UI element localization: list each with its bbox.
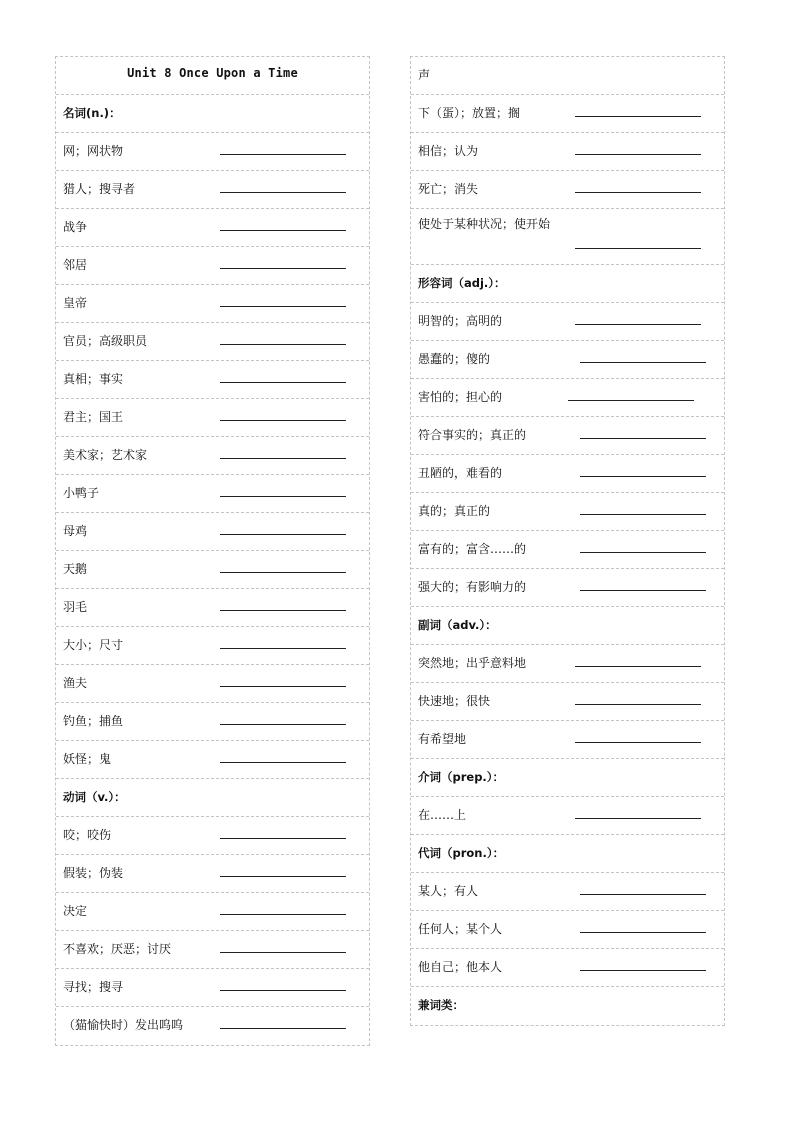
section-header: 兼词类： (418, 998, 464, 1012)
vocab-prompt: 邻居 (63, 258, 88, 272)
vocab-prompt: 真的；真正的 (418, 504, 491, 518)
vocab-row (411, 911, 724, 949)
vocab-row (411, 873, 724, 911)
answer-blank[interactable] (220, 838, 346, 839)
vocab-row (411, 57, 724, 95)
answer-blank[interactable] (220, 458, 346, 459)
answer-blank[interactable] (220, 610, 346, 611)
section-header: 名词(n.)： (63, 106, 121, 120)
answer-blank[interactable] (220, 268, 346, 269)
vocab-prompt: 假装；伪装 (63, 866, 124, 880)
vocab-prompt: （猫愉快时）发出呜呜 (63, 1018, 184, 1032)
vocab-prompt: 在……上 (418, 808, 467, 822)
vocab-row (411, 721, 724, 759)
vocab-prompt: 他自己；他本人 (418, 960, 503, 974)
vocab-prompt: 符合事实的；真正的 (418, 428, 527, 442)
vocab-row (56, 855, 369, 893)
answer-blank[interactable] (220, 154, 346, 155)
vocab-prompt: 寻找；搜寻 (63, 980, 124, 994)
vocab-prompt: 小鸭子 (63, 486, 100, 500)
answer-blank[interactable] (575, 116, 701, 117)
section-header-row (411, 265, 724, 303)
vocab-row (411, 341, 724, 379)
vocab-row (56, 1007, 369, 1045)
answer-blank[interactable] (575, 324, 701, 325)
unit-title: Unit 8 Once Upon a Time (127, 66, 298, 80)
vocab-prompt: 相信；认为 (418, 144, 479, 158)
vocab-row (56, 285, 369, 323)
vocab-row (411, 379, 724, 417)
vocab-row (56, 665, 369, 703)
vocab-prompt: 任何人；某个人 (418, 922, 503, 936)
vocab-row (56, 437, 369, 475)
answer-blank[interactable] (568, 400, 694, 401)
vocab-row (411, 645, 724, 683)
vocab-prompt: 富有的；富含……的 (418, 542, 527, 556)
vocab-prompt: 母鸡 (63, 524, 88, 538)
section-header: 代词（pron.）： (418, 846, 505, 860)
vocab-prompt: 咬；咬伤 (63, 828, 112, 842)
left-vocab-column (55, 56, 370, 1046)
answer-blank[interactable] (580, 970, 706, 971)
answer-blank[interactable] (220, 1028, 346, 1029)
vocab-row (411, 797, 724, 835)
answer-blank[interactable] (580, 932, 706, 933)
vocab-row (56, 893, 369, 931)
vocab-row (56, 361, 369, 399)
section-header-row (411, 835, 724, 873)
vocab-prompt: 羽毛 (63, 600, 88, 614)
answer-blank[interactable] (580, 894, 706, 895)
vocab-row (411, 493, 724, 531)
answer-blank[interactable] (580, 590, 706, 591)
vocab-prompt: 大小；尺寸 (63, 638, 124, 652)
vocab-prompt: 君主；国王 (63, 410, 124, 424)
vocab-prompt: 明智的；高明的 (418, 314, 503, 328)
vocab-prompt: 丑陋的，难看的 (418, 466, 503, 480)
vocab-prompt: 害怕的；担心的 (418, 390, 503, 404)
answer-blank[interactable] (220, 572, 346, 573)
answer-blank[interactable] (220, 306, 346, 307)
vocab-prompt: 突然地；出乎意料地 (418, 656, 527, 670)
vocab-row (56, 247, 369, 285)
vocab-prompt: 下（蛋）；放置；搁 (418, 106, 521, 120)
vocab-row (56, 209, 369, 247)
vocab-prompt: 声 (418, 68, 431, 82)
section-header-row (411, 987, 724, 1025)
vocab-prompt: 某人；有人 (418, 884, 479, 898)
section-header: 形容词（adj.）： (418, 276, 506, 290)
answer-blank[interactable] (220, 876, 346, 877)
answer-blank[interactable] (580, 476, 706, 477)
vocab-row (56, 323, 369, 361)
vocab-row (411, 569, 724, 607)
answer-blank[interactable] (220, 952, 346, 953)
vocab-row (56, 171, 369, 209)
unit-title-row (56, 57, 369, 95)
vocab-prompt: 钓鱼；捕鱼 (63, 714, 124, 728)
vocab-row (56, 589, 369, 627)
answer-blank[interactable] (220, 724, 346, 725)
vocab-row (56, 969, 369, 1007)
vocab-prompt: 网；网状物 (63, 144, 124, 158)
vocab-prompt: 强大的；有影响力的 (418, 580, 527, 594)
vocab-row (56, 627, 369, 665)
answer-blank[interactable] (575, 704, 701, 705)
vocab-prompt: 官员；高级职员 (63, 334, 148, 348)
answer-blank[interactable] (220, 230, 346, 231)
answer-blank[interactable] (575, 248, 701, 249)
answer-blank[interactable] (220, 192, 346, 193)
answer-blank[interactable] (575, 742, 701, 743)
vocab-prompt: 死亡；消失 (418, 182, 479, 196)
answer-blank[interactable] (580, 514, 706, 515)
vocab-prompt: 皇帝 (63, 296, 88, 310)
section-header: 副词（adv.）： (418, 618, 497, 632)
answer-blank[interactable] (220, 496, 346, 497)
vocab-prompt: 妖怪；鬼 (63, 752, 112, 766)
answer-blank[interactable] (580, 552, 706, 553)
vocab-row (411, 95, 724, 133)
answer-blank[interactable] (220, 382, 346, 383)
answer-blank[interactable] (220, 344, 346, 345)
vocab-row (56, 513, 369, 551)
vocab-row (56, 817, 369, 855)
vocab-prompt: 使处于某种状况；使开始 (418, 217, 551, 231)
vocab-row (56, 741, 369, 779)
answer-blank[interactable] (575, 192, 701, 193)
vocab-row (56, 551, 369, 589)
answer-blank[interactable] (220, 914, 346, 915)
vocab-prompt: 天鹅 (63, 562, 88, 576)
answer-blank[interactable] (220, 648, 346, 649)
vocab-prompt: 有希望地 (418, 732, 467, 746)
section-header: 动词（v.）： (63, 790, 126, 804)
vocab-prompt: 战争 (63, 220, 88, 234)
section-header: 介词（prep.）： (418, 770, 505, 784)
vocab-prompt: 渔夫 (63, 676, 88, 690)
section-header-row (411, 759, 724, 797)
section-header-row (411, 607, 724, 645)
vocab-prompt: 愚蠢的；傻的 (418, 352, 491, 366)
answer-blank[interactable] (580, 362, 706, 363)
vocab-row (411, 417, 724, 455)
answer-blank[interactable] (220, 990, 346, 991)
vocab-row (411, 949, 724, 987)
answer-blank[interactable] (580, 438, 706, 439)
vocab-row (411, 209, 724, 265)
answer-blank[interactable] (220, 534, 346, 535)
vocab-row (56, 475, 369, 513)
vocab-prompt: 不喜欢；厌恶；讨厌 (63, 942, 172, 956)
vocab-prompt: 真相；事实 (63, 372, 124, 386)
vocab-prompt: 快速地；很快 (418, 694, 491, 708)
vocab-prompt: 美术家；艺术家 (63, 448, 148, 462)
vocab-row (56, 931, 369, 969)
vocab-row (411, 455, 724, 493)
section-header-row (56, 95, 369, 133)
right-vocab-column (410, 56, 725, 1026)
answer-blank[interactable] (575, 666, 701, 667)
answer-blank[interactable] (220, 420, 346, 421)
vocab-prompt: 决定 (63, 904, 88, 918)
vocab-row (56, 133, 369, 171)
section-header-row (56, 779, 369, 817)
answer-blank[interactable] (575, 154, 701, 155)
vocab-row (411, 303, 724, 341)
answer-blank[interactable] (220, 762, 346, 763)
vocab-row (56, 399, 369, 437)
vocab-row (411, 531, 724, 569)
answer-blank[interactable] (220, 686, 346, 687)
vocab-row (411, 133, 724, 171)
answer-blank[interactable] (575, 818, 701, 819)
vocab-prompt: 猎人；搜寻者 (63, 182, 136, 196)
vocab-row (56, 703, 369, 741)
vocab-row (411, 683, 724, 721)
vocab-row (411, 171, 724, 209)
